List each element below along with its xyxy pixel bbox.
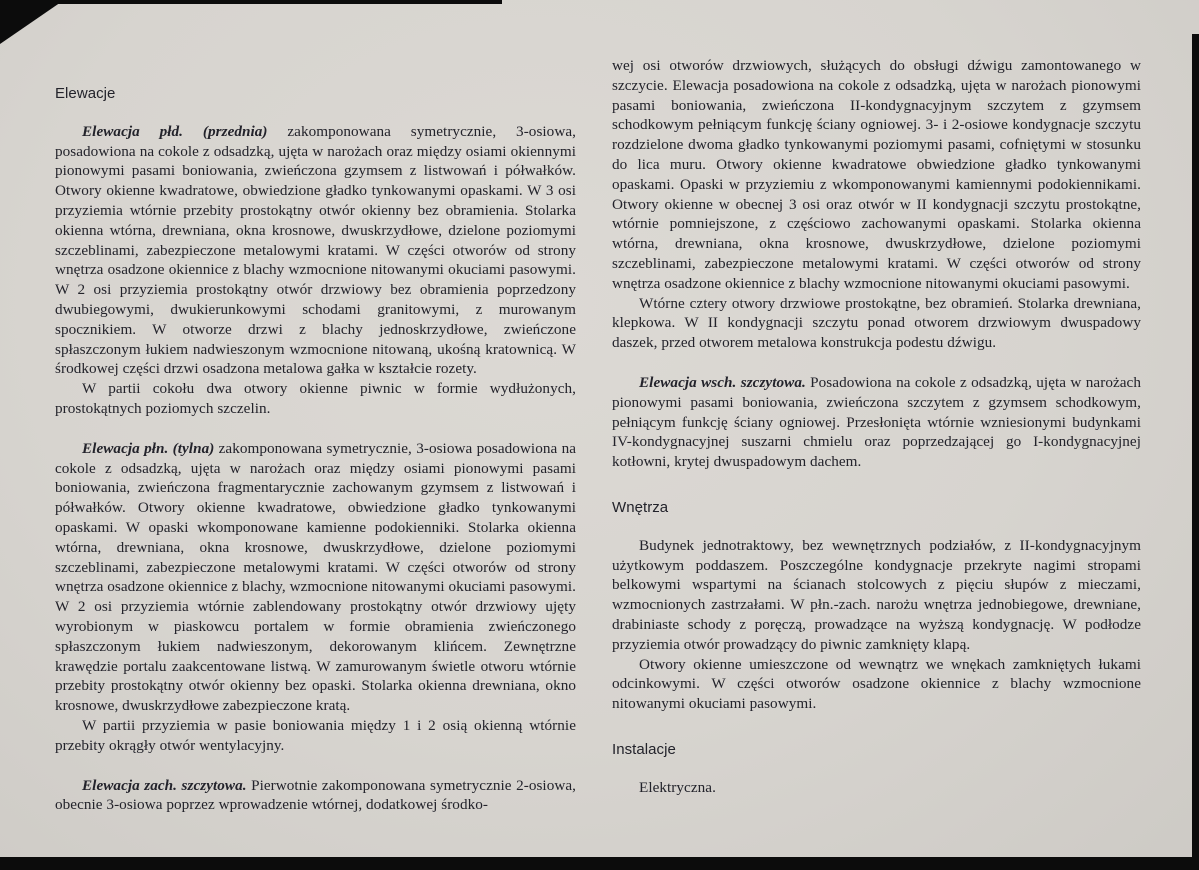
paragraph-text: zakomponowana symetrycznie, 3-osiowa posadowiona na cokole z odsadzką, ujęta w narożach oraz między osiami pionowymi pasami boniowania, zwieńczona fragmentarycznie zachowanym gzymsem z listwowań i półwałków. Otwory okienne kwadratowe, obwiedzione gładko tynkowanymi opaskami. W opaski wkomponowane kamienne podokienniki. Stolarka okienna wtórna, drewniana, okna krosnowe, dwuskrzydłowe, dzielone poziomymi szczeblinami, zabezpieczone metalowymi kratami. W części otworów od strony wnętrza osadzone okiennice z blachy, wzmocnione nitowanymi okuciami pasowymi. W 2 osi przyziemia wtórnie zablendowany prostokątny otwór drzwiowy ujęty wyrobionym w piaskowcu portalem w formie obramienia zwieńczonego spłaszczonym łukiem nadwieszonym, dekorowanym klińcem. Zewnętrzne krawędzie portalu zaakcentowane listwą. W zamurowanym świetle otworu wtórnie przebity prostokątny otwór okienny bez opaski. Stolarka okienna drewniana, okno krosnowe, dwuskrzydłowe zabezpieczone kratą. [55,439,577,715]
paragraph-przyziemie [55,716,576,756]
left-column [55,84,576,815]
paragraph-continuation [612,56,1141,294]
paragraph-otwory-wewnatrz [612,655,1141,714]
paragraph-elewacja-pln [55,439,576,716]
paragraph-text: Budynek jednotraktowy, bez wewnętrznych podziałów, z II-kondygnacyjnym użytkowym poddaszem. Poszczególne kondygnacje przekryte nagimi stropami belkowymi wspartymi na ścianach stolcowych z pięciu słupów z mieczami, wzmocnionych zastrzałami. W płn.-zach. narożu wnętrza jednobiegowe, drewniane, drabiniaste schody z poręczą, prowadzące na wyższą kondygnację. W podłodze przyziemia otwór prowadzący do piwnic zamknięty klapą. [612,536,1141,653]
scan-artifact-top-edge [0,0,502,4]
paragraph-text: W partii przyziemia w pasie boniowania między 1 i 2 osią okienną wtórnie przebity okrągły otwór wentylacyjny. [55,716,576,754]
scan-artifact-top-left-corner [0,0,64,44]
paragraph-lead: Elewacja płn. (tylna) [82,439,215,457]
right-column [612,56,1141,798]
paragraph-elewacja-wsch [612,373,1141,472]
scan-artifact-bottom-edge [0,857,1199,870]
paragraph-text: Otwory okienne umieszczone od wewnątrz we wnękach zamkniętych łukami odcinkowymi. W części otworów osadzone okiennice z blachy wzmocnione nitowanymi okuciami pasowymi. [612,655,1141,713]
paragraph-lead: Elewacja wsch. szczytowa. [639,373,806,391]
paragraph-lead: Elewacja płd. (przednia) [82,122,268,140]
paragraph-text: Elektryczna. [639,778,716,796]
paragraph-elewacja-pld [55,122,576,379]
paragraph-text: wej osi otworów drzwiowych, służących do obsługi dźwigu zamontowanego w szczycie. Elewacja posadowiona na cokole z odsadzką, ujęta w narożach pionowymi pasami boniowania, zwieńczona II-kondygnacyjnym szczytem z gzymsem schodkowym pełniącym funkcję ściany ogniowej. 3- i 2-osiowe kondygnacje szczytu rozdzielone dwoma gładko tynkowanymi poziomymi pasami, cofniętymi w stosunku do lica muru. Otwory okienne kwadratowe obwiedzione gładko tynkowanymi opaskami. Opaski w przyziemiu z wkomponowanymi kamiennymi podokiennikami. Otwory okienne w obecnej 3 osi oraz otwór w II kondygnacji szczytu prostokątne, wtórnie pomniejszone, z częściowo zachowanymi opaskami. Stolarka okienna wtórna, drewniana, okna krosnowe, dwuskrzydłowe, dzielone poziomymi szczeblinami, zabezpieczone metalowymi kratami. W części otworów od strony wnętrza osadzone okiennice z blachy wzmocnione nitowanymi okuciami pasowymi. [612,57,1141,292]
paragraph-elektryczna [612,778,1141,798]
section-heading-elewacje: Elewacje [55,85,116,102]
paragraph-text: Wtórne cztery otwory drzwiowe prostokątne, bez obramień. Stolarka drewniana, klepkowa. W II kondygnacji szczytu ponad otworem drzwiowym dwuspadowy daszek, przed otworem metalowa konstrukcja podestu dźwigu. [612,294,1141,352]
paragraph-text: Pierwotnie zakomponowana symetrycznie 2-osiowa, obecnie 3-osiowa poprzez wprowadzenie wtórnej, dodatkowej środko- [55,776,576,814]
paragraph-text: zakomponowana symetrycznie, 3-osiowa, posadowiona na cokole z odsadzką, ujęta w narożach oraz między osiami okiennymi pionowymi pasami boniowania, zwieńczona gzymsem z listwowań i półwałków. Otwory okienne kwadratowe, obwiedzione gładko tynkowanymi opaskami. W 3 osi przyziemia wtórnie przebity prostokątny otwór okienny bez obramienia. Stolarka okienna wtórna, drewniana, okna krosnowe, dwuskrzydłowe, dzielone poziomymi szczeblinami, zabezpieczone metalowymi kratami. W części otworów od strony wnętrza osadzone okiennice z blachy wzmocnione nitowanymi okuciami pasowymi. W 2 osi przyziemia prostokątny otwór drzwiowy bez obramienia poprzedzony dwubiegowymi, dwukierunkowymi schodami granitowymi, z murowanym spocznikiem. W otworze drzwi z blachy jednoskrzydłowe, zwieńczone spłaszczonym łukiem nadwieszonym wzmocnione nitowaną, ukośną kratownicą. W środkowej części drzwi osadzona metalowa gałka w kształcie rozety. [55,122,576,378]
paragraph-elewacja-zach [55,776,576,816]
section-heading-instalacje: Instalacje [612,740,676,758]
section-heading-wnetrza: Wnętrza [612,498,669,516]
paragraph-cokol [55,379,576,419]
paragraph-text: W partii cokołu dwa otwory okienne piwnic w formie wydłużonych, prostokątnych poziomych szczelin. [55,380,576,417]
paragraph-budynek [612,536,1141,655]
paragraph-text: Posadowiona na cokole z odsadzką, ujęta w narożach pionowymi pasami boniowania, zwieńczona szczytem z gzymsem schodkowym, pełniącym funkcję ściany ogniowej. Przesłonięta wtórnie wzniesionymi budynkami IV-kondygnacyjnej suszarni chmielu oraz poprzedzającej go I-kondygnacyjnej kotłowni, krytej dwuspadowym dachem. [612,373,1141,471]
paragraph-lead: Elewacja zach. szczytowa. [82,776,247,794]
paragraph-wtorne-otwory [612,294,1141,353]
scan-artifact-right-edge [1192,34,1199,857]
